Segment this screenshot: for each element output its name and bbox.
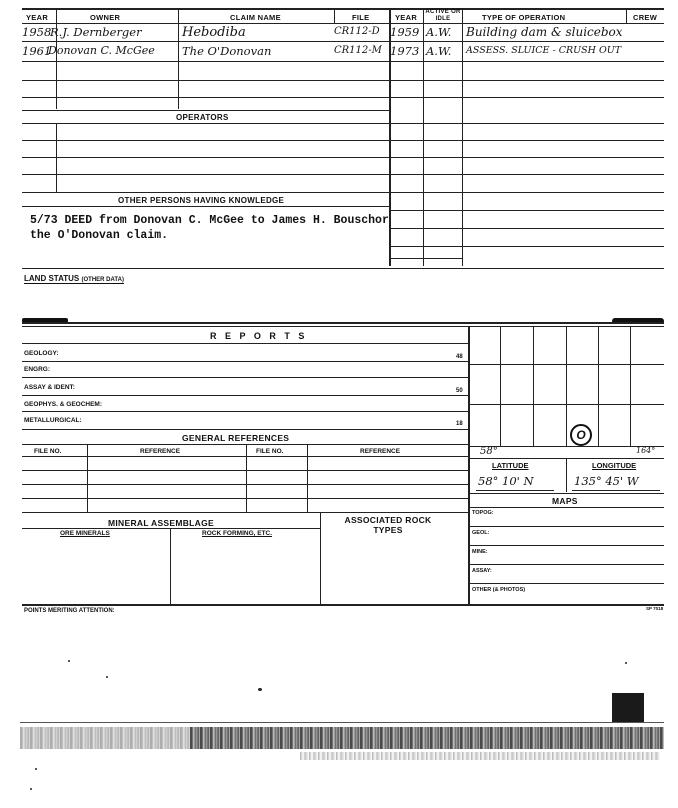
reports-rule <box>22 361 468 362</box>
report-metallurgical-num: 18 <box>456 421 463 427</box>
row-1-owner: R.J. Dernberger <box>50 25 142 39</box>
header-type-of-operation: TYPE OF OPERATION <box>482 13 566 22</box>
scan-noise-fade <box>20 727 190 749</box>
reports-top-rule <box>22 322 664 324</box>
mineral-assemblage-title: MINERAL ASSEMBLAGE <box>108 518 214 528</box>
refs-file-no-2: FILE NO. <box>256 448 284 455</box>
row-rule <box>22 157 664 158</box>
reports-rule <box>22 429 468 430</box>
divider <box>178 8 179 24</box>
header-top-rule <box>22 8 664 10</box>
grid-corner-left: 58° <box>480 446 498 457</box>
maps-other: OTHER (& PHOTOS) <box>472 587 526 593</box>
form-number: SP 7018 <box>646 606 664 611</box>
reports-rule <box>22 411 468 412</box>
row-rule <box>389 210 664 211</box>
knowledge-title: OTHER PERSONS HAVING KNOWLEDGE <box>118 196 285 205</box>
row-2-operation: ASSESS. SLUICE - CRUSH OUT <box>466 45 622 56</box>
row-rule <box>22 140 664 141</box>
scan-speck <box>625 662 627 664</box>
form-bottom-rule <box>22 604 664 606</box>
report-assay-label: ASSAY & IDENT: <box>24 384 75 391</box>
maps-mine: MINE: <box>472 549 488 555</box>
row-1-operation: Building dam & sluicebox <box>466 25 623 39</box>
row-1-year-2: 1959 <box>390 25 420 39</box>
refs-bottom-rule <box>22 512 468 513</box>
maps-rule <box>468 526 664 527</box>
maps-rule <box>468 545 664 546</box>
divider <box>307 444 308 512</box>
row-2-year-2: 1973 <box>390 44 420 58</box>
scan-speck <box>106 676 108 678</box>
scan-speck <box>68 660 70 662</box>
right-panel-divider <box>468 326 470 604</box>
scan-noise-lower <box>300 752 660 760</box>
reports-top-rule-2 <box>22 326 664 327</box>
knowledge-rule <box>22 206 389 207</box>
grid-corner-right: 164° <box>636 446 656 455</box>
header-bottom-rule <box>22 23 664 24</box>
row-2-file: CR112-M <box>334 45 382 56</box>
row-1-file: CR112-D <box>334 26 380 37</box>
scan-speck <box>30 788 32 790</box>
general-references-title: GENERAL REFERENCES <box>182 433 290 443</box>
row-2-owner: Donovan C. McGee <box>48 44 155 57</box>
row-rule <box>389 258 463 259</box>
refs-reference-2: REFERENCE <box>360 448 401 455</box>
location-marker: O <box>570 424 592 446</box>
report-geophys-label: GEOPHYS. & GEOCHEM: <box>24 401 103 408</box>
divider <box>56 123 57 192</box>
row-rule <box>389 228 664 229</box>
report-metallurgical-label: METALLURGICAL: <box>24 417 82 424</box>
report-assay-num: 50 <box>456 388 463 394</box>
row-2-status: A.W. <box>426 44 452 58</box>
row-rule <box>22 192 664 193</box>
row-2-claim: The O'Donovan <box>182 44 272 58</box>
grid-vline <box>630 326 631 446</box>
refs-file-no-1: FILE NO. <box>34 448 62 455</box>
refs-rule <box>22 498 468 499</box>
scan-edge-line <box>20 722 664 723</box>
grid-rule <box>468 493 664 494</box>
row-1-year: 1958 <box>22 25 52 39</box>
header-claim-name: CLAIM NAME <box>230 13 281 22</box>
grid-hline <box>468 404 664 405</box>
row-rule <box>22 97 664 98</box>
header-owner: OWNER <box>90 13 121 22</box>
report-geology-label: GEOLOGY: <box>24 350 59 357</box>
maps-assay: ASSAY: <box>472 568 492 574</box>
reports-rule <box>22 343 468 344</box>
operators-top-rule <box>22 110 389 111</box>
row-rule <box>22 41 664 42</box>
divider <box>566 458 567 492</box>
report-engrg-label: ENGRG: <box>24 366 50 373</box>
ore-minerals-label: ORE MINERALS <box>60 530 110 537</box>
points-meriting-attention: POINTS MERITING ATTENTION: <box>24 608 115 614</box>
latitude-label: LATITUDE <box>492 461 529 470</box>
maps-geol: GEOL: <box>472 530 490 536</box>
knowledge-text-line-2: the O'Donovan claim. <box>30 229 169 242</box>
divider <box>320 512 321 604</box>
maps-rule <box>468 564 664 565</box>
reports-title: R E P O R T S <box>210 331 308 341</box>
maps-topog: TOPOG: <box>472 510 494 516</box>
header-year: YEAR <box>26 13 49 22</box>
latitude-underline <box>476 490 554 491</box>
divider <box>246 444 247 512</box>
refs-reference-1: REFERENCE <box>140 448 181 455</box>
row-1-claim: Hebodiba <box>182 25 246 40</box>
maps-title: MAPS <box>552 496 578 506</box>
divider <box>87 444 88 512</box>
longitude-label: LONGITUDE <box>592 461 637 470</box>
reports-rule <box>22 395 468 396</box>
maps-rule <box>468 507 664 508</box>
scan-black-block <box>612 693 644 723</box>
grid-vline <box>566 326 567 446</box>
scan-speck <box>258 688 262 691</box>
latitude-value: 58° 10' N <box>478 474 534 488</box>
maps-rule <box>468 583 664 584</box>
mineral-rule <box>22 528 320 529</box>
row-rule <box>22 174 664 175</box>
longitude-underline <box>572 490 660 491</box>
grid-hline <box>468 364 664 365</box>
grid-vline <box>533 326 534 446</box>
row-1-status: A.W. <box>426 25 452 39</box>
grid-vline <box>598 326 599 446</box>
divider <box>334 8 335 24</box>
divider <box>56 8 57 24</box>
knowledge-bottom-rule <box>22 268 664 269</box>
row-2-year: 1961 <box>22 44 52 58</box>
rock-forming-label: ROCK FORMING, ETC. <box>202 530 273 537</box>
grid-vline <box>500 326 501 446</box>
refs-rule <box>22 484 468 485</box>
scan-speck <box>35 768 37 770</box>
divider <box>56 24 57 109</box>
reports-rule <box>22 377 468 378</box>
divider <box>178 24 179 109</box>
associated-rock-types-label: ASSOCIATED ROCK TYPES <box>344 515 432 535</box>
refs-rule <box>22 456 468 457</box>
row-rule <box>22 80 664 81</box>
header-year-2: YEAR <box>395 13 418 22</box>
longitude-value: 135° 45' W <box>574 474 639 488</box>
row-rule <box>389 246 664 247</box>
header-active-idle: ACTIVE OR IDLE <box>425 9 461 22</box>
operators-rule <box>22 123 664 124</box>
refs-rule <box>22 470 468 471</box>
divider <box>626 8 627 24</box>
header-crew: CREW <box>633 13 658 22</box>
operators-title: OPERATORS <box>176 113 229 122</box>
row-rule <box>22 61 664 62</box>
knowledge-text-line-1: 5/73 DEED from Donovan C. McGee to James H. Bouschor <box>30 214 389 227</box>
header-file: FILE <box>352 13 370 22</box>
land-status-label: LAND STATUS (OTHER DATA) <box>24 274 124 283</box>
refs-rule <box>22 444 468 445</box>
report-geology-num: 48 <box>456 354 463 360</box>
divider <box>170 528 171 604</box>
